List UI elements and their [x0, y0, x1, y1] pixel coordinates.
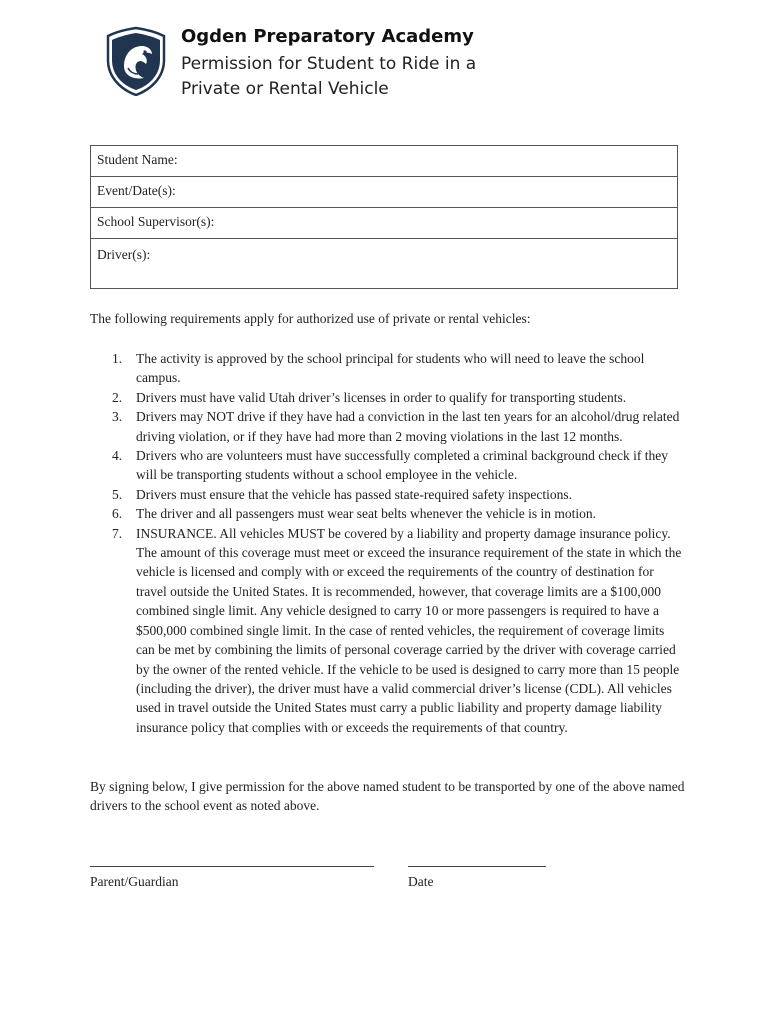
list-item-number: 6. — [112, 506, 123, 522]
list-item-number: 2. — [112, 389, 123, 405]
event-dates-field[interactable] — [91, 177, 677, 208]
list-item-number: 7. — [112, 525, 123, 541]
requirements-intro: The following requirements apply for authorized use of private or rental vehicles: — [90, 311, 531, 326]
list-item-number: 5. — [112, 486, 123, 502]
list-item-text: The driver and all passengers must wear seat belts whenever the vehicle is in motion. — [136, 506, 596, 522]
consent-statement: By signing below, I give permission for the above named student to be transported by one of the above named drivers to the school event as noted above. — [90, 779, 685, 814]
student-info-table — [90, 145, 678, 289]
shield-eagle-icon — [104, 26, 168, 96]
school-supervisor-field[interactable] — [91, 208, 677, 239]
student-name-field[interactable] — [91, 146, 677, 177]
list-item — [108, 388, 683, 407]
list-item-text: Drivers may NOT drive if they have had a conviction in the last ten years for an alcohol/drug related driving violation, or if they have had more than 2 moving violations in the last 12 months. — [136, 409, 680, 444]
form-title-line-2: Private or Rental Vehicle — [181, 79, 389, 99]
list-item — [108, 446, 683, 485]
list-item-text: Drivers who are volunteers must have successfully completed a criminal background check if they will be transporting students without a school employee in the vehicle. — [136, 448, 668, 483]
list-item — [108, 485, 683, 504]
date-label: Date — [408, 874, 434, 889]
list-item — [108, 524, 683, 737]
form-title-line-1: Permission for Student to Ride in a — [181, 54, 477, 74]
list-item-text: The activity is approved by the school principal for students who will need to leave the school campus. — [136, 351, 645, 386]
requirements-list — [108, 349, 683, 737]
event-dates-label: Event/Date(s): — [97, 183, 176, 198]
list-item — [108, 407, 683, 446]
parent-signature-line[interactable] — [90, 866, 374, 867]
parent-guardian-label: Parent/Guardian — [90, 874, 179, 889]
student-name-label: Student Name: — [97, 152, 178, 167]
drivers-label: Driver(s): — [97, 247, 151, 262]
list-item-text: Drivers must ensure that the vehicle has passed state-required safety inspections. — [136, 486, 572, 502]
drivers-field[interactable] — [91, 239, 677, 288]
list-item-number: 4. — [112, 448, 123, 464]
list-item — [108, 349, 683, 388]
list-item-text: Drivers must have valid Utah driver’s licenses in order to qualify for transporting students. — [136, 389, 627, 405]
date-signature-line[interactable] — [408, 866, 546, 867]
form-title — [181, 52, 541, 102]
list-item-text: INSURANCE. All vehicles MUST be covered by a liability and property damage insurance policy. The amount of this coverage must meet or exceed the insurance requirement of the state in which the vehicle is licensed and comply with or exceed the requirements of the country of destination for travel outside the United States. It is recommended, however, that coverage limits are a $100,000 combined single limit. Any vehicle designed to carry 10 or more passengers is required to have a $500,000 combined single limit. In the case of rented vehicles, the requirement of coverage limits can be met by combining the limits of personal coverage carried by the driver with coverage carried by the owner of the rented vehicle. If the vehicle to be used is designed to carry more than 15 people (including the driver), the driver must have a valid commercial driver’s license (CDL). All vehicles used in travel outside the United States must carry a public liability and property damage liability insurance policy that complies with or exceeds the requirements of that country. — [136, 525, 682, 735]
organization-name: Ogden Preparatory Academy — [181, 26, 474, 47]
list-item-number: 1. — [112, 351, 123, 366]
list-item — [108, 504, 683, 523]
school-supervisor-label: School Supervisor(s): — [97, 214, 215, 229]
list-item-number: 3. — [112, 409, 123, 425]
